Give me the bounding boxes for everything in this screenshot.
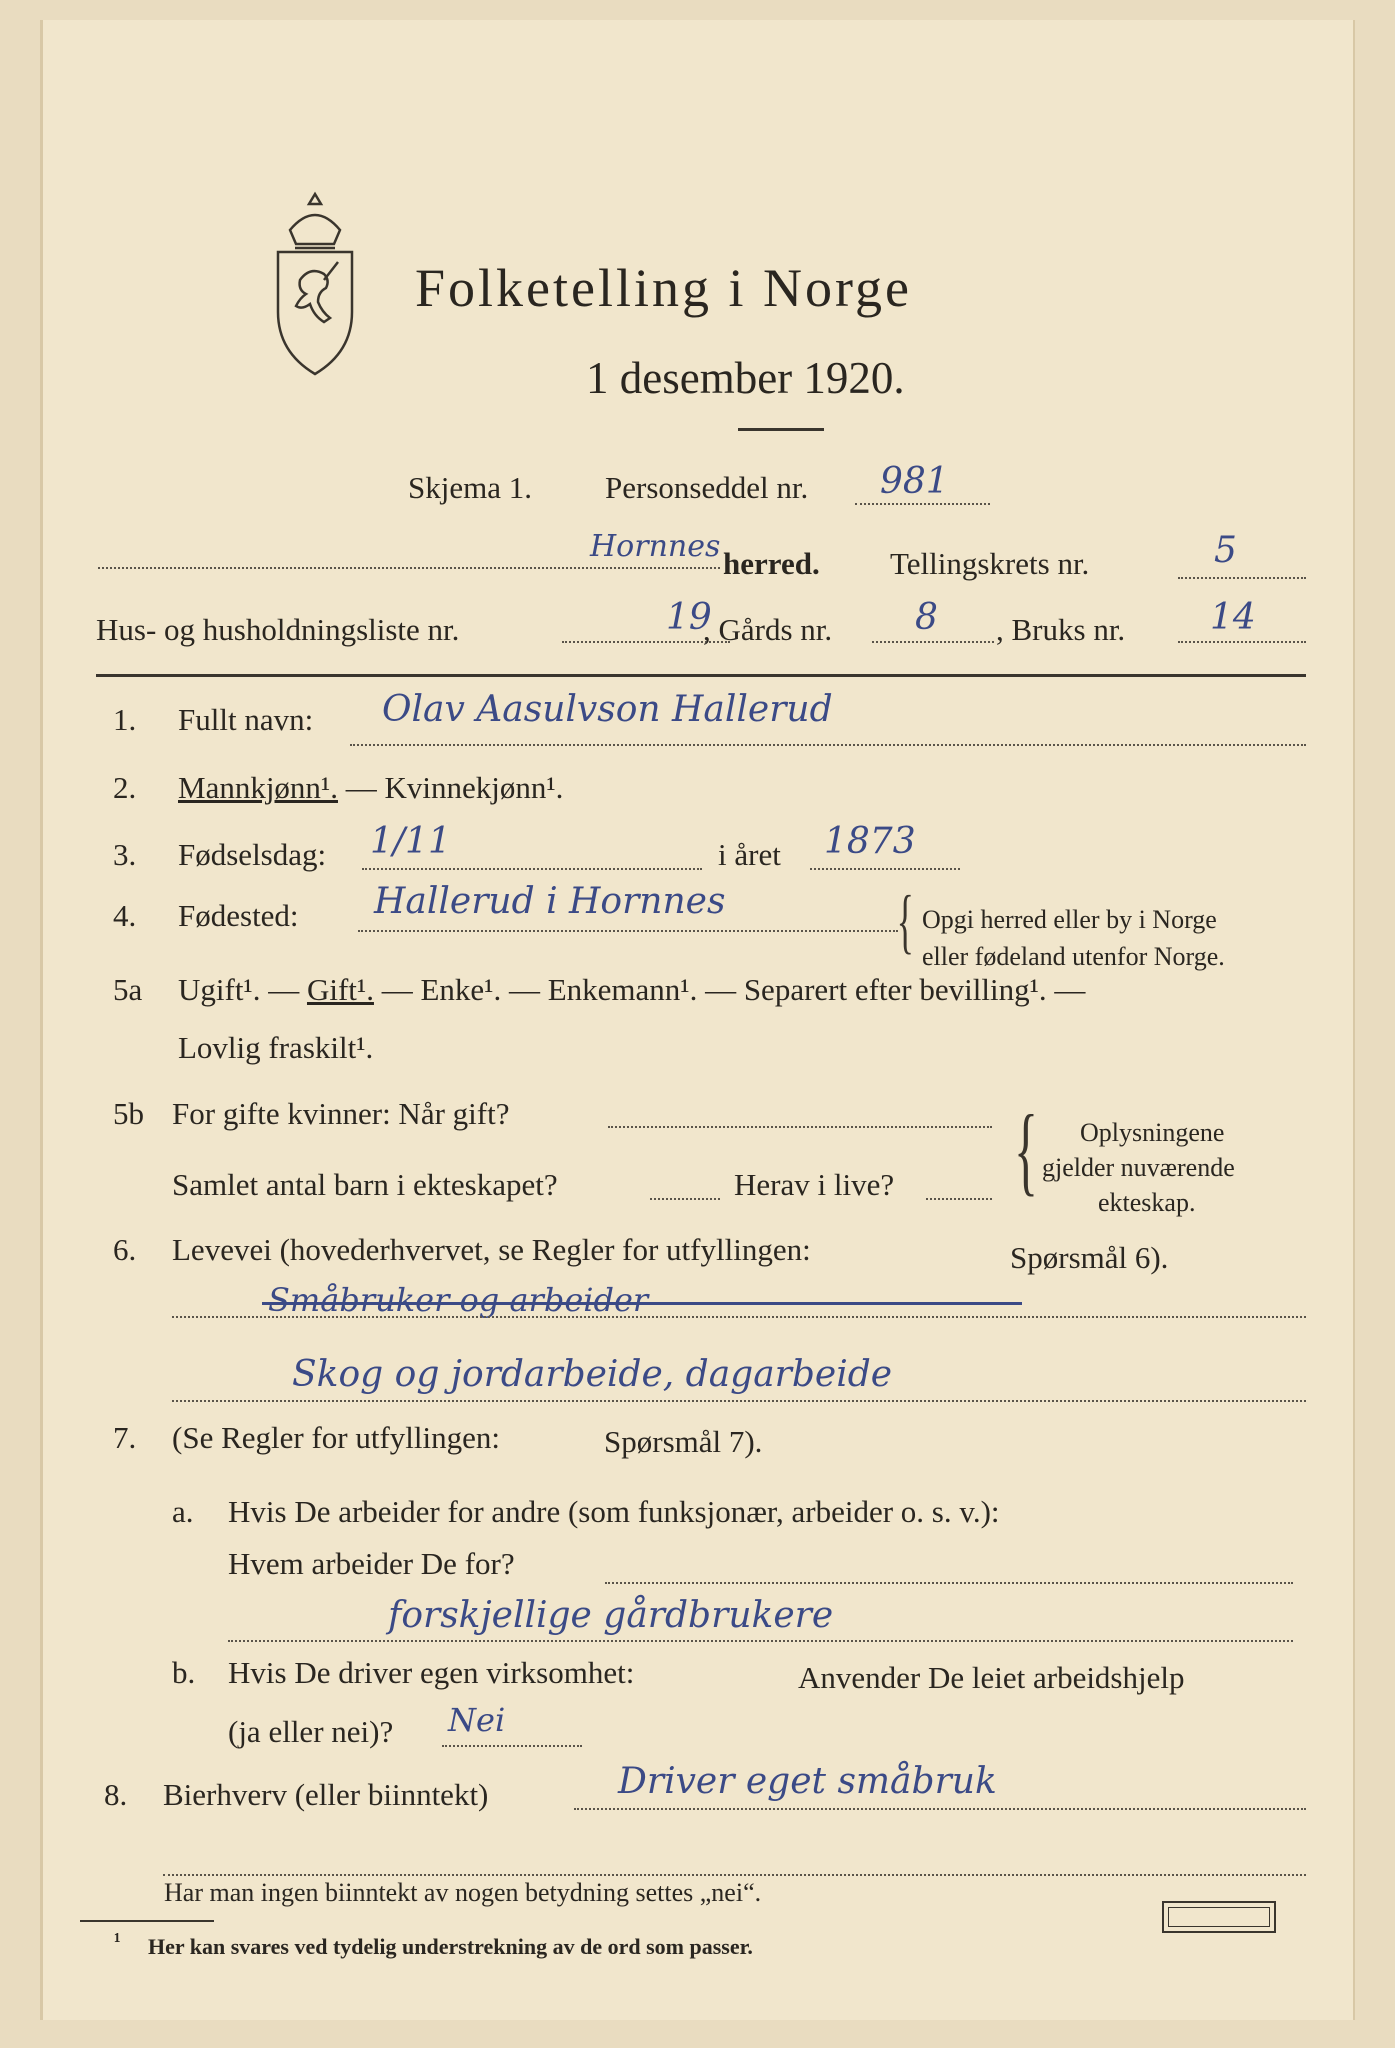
footnote-text: Her kan svares ved tydelig understrekning av de ord som passer. bbox=[148, 1934, 753, 1959]
q5b-number: 5b bbox=[113, 1096, 144, 1131]
personseddel-label: Personseddel nr. bbox=[605, 470, 809, 505]
q3-label: Fødselsdag: bbox=[178, 837, 327, 872]
bruks-label: , Bruks nr. bbox=[996, 612, 1126, 647]
bruks-value: 14 bbox=[1210, 597, 1256, 638]
q7-label: (Se Regler for utfyllingen: bbox=[172, 1420, 500, 1455]
norwegian-coat-of-arms-icon bbox=[260, 190, 370, 390]
q8-number: 8. bbox=[104, 1777, 128, 1812]
q5a-fraskilt-option: Lovlig fraskilt¹. bbox=[178, 1030, 374, 1065]
q4-number: 4. bbox=[113, 898, 137, 933]
q5b-children-label: Samlet antal barn i ekteskapet? bbox=[172, 1167, 558, 1202]
q3-year-line bbox=[810, 868, 960, 870]
q6-value: Skog og jordarbeide, dagarbeide bbox=[292, 1354, 893, 1395]
q7b-line bbox=[442, 1745, 582, 1747]
q6-line1 bbox=[172, 1316, 1306, 1318]
q8-line2 bbox=[163, 1874, 1306, 1876]
title-divider bbox=[738, 428, 824, 431]
census-date: 1 desember 1920. bbox=[586, 353, 905, 403]
q5b-married-line bbox=[608, 1126, 992, 1128]
herred-value: Hornnes bbox=[590, 529, 721, 564]
footnote-mark: ¹ bbox=[114, 1928, 121, 1953]
q3-birthdate-line bbox=[362, 868, 702, 870]
q7a-number: a. bbox=[172, 1494, 194, 1529]
q4-note-line1: Opgi herred eller by i Norge bbox=[922, 905, 1217, 934]
q6-struck-value: Småbruker og arbeider bbox=[268, 1281, 649, 1319]
herred-label: herred. bbox=[723, 546, 820, 581]
bruks-line bbox=[1178, 641, 1306, 643]
header-divider bbox=[96, 674, 1306, 677]
q5a-number: 5a bbox=[113, 972, 143, 1007]
q5a-other-options: — Enke¹. — Enkemann¹. — Separert efter bevilling¹. — bbox=[373, 972, 1086, 1007]
q7b-text2: Anvender De leiet arbeidshjelp bbox=[798, 1660, 1185, 1695]
q1-line bbox=[350, 744, 1306, 746]
q5b-alive-label: Herav i live? bbox=[734, 1167, 895, 1202]
q7b-number: b. bbox=[172, 1655, 196, 1690]
q8-value: Driver eget småbruk bbox=[618, 1761, 997, 1802]
q6-line2 bbox=[172, 1400, 1306, 1402]
q5a-gift-option: Gift¹. bbox=[306, 972, 374, 1007]
q5a-ugift-option: Ugift¹. bbox=[178, 972, 261, 1007]
tellingskrets-label: Tellingskrets nr. bbox=[890, 546, 1090, 581]
gards-value: 8 bbox=[915, 597, 938, 638]
q4-note-line2: eller fødeland utenfor Norge. bbox=[922, 942, 1225, 971]
q8-label: Bierhverv (eller biinntekt) bbox=[163, 1777, 489, 1812]
q5b-brace: { bbox=[1014, 1094, 1038, 1205]
gards-line bbox=[872, 641, 994, 643]
q4-brace: { bbox=[896, 881, 914, 961]
q4-label: Fødested: bbox=[178, 898, 299, 933]
q2-female-option: Kvinnekjønn¹. bbox=[384, 770, 564, 805]
q5b-alive-line bbox=[926, 1198, 992, 1200]
q6-strikethrough bbox=[262, 1302, 1022, 1305]
q1-value: Olav Aasulvson Hallerud bbox=[382, 689, 833, 730]
printer-stamp bbox=[1162, 1901, 1276, 1933]
q7-label-end: Spørsmål 7). bbox=[604, 1424, 763, 1459]
q7b-question: (ja eller nei)? bbox=[228, 1714, 394, 1749]
personseddel-line bbox=[855, 503, 990, 505]
schema-label: Skjema 1. bbox=[408, 470, 532, 505]
q8-line1 bbox=[574, 1808, 1306, 1810]
tellingskrets-line bbox=[1178, 577, 1306, 579]
q3-number: 3. bbox=[113, 837, 137, 872]
q7a-line2 bbox=[228, 1640, 1293, 1642]
q6-number: 6. bbox=[113, 1232, 137, 1267]
q6-label-end: Spørsmål 6). bbox=[1010, 1240, 1169, 1275]
q7-number: 7. bbox=[113, 1420, 137, 1455]
footer-note: Har man ingen biinntekt av nogen betydning settes „nei“. bbox=[164, 1878, 762, 1907]
q1-label: Fullt navn: bbox=[178, 702, 314, 737]
herred-line bbox=[98, 567, 720, 569]
q5b-note-line1: Oplysningene bbox=[1080, 1118, 1225, 1147]
husliste-label: Hus- og husholdningsliste nr. bbox=[96, 612, 460, 647]
q7b-text: Hvis De driver egen virksomhet: bbox=[228, 1655, 635, 1690]
q2-number: 2. bbox=[113, 770, 137, 805]
q5a-options bbox=[178, 972, 1085, 1008]
tellingskrets-value: 5 bbox=[1214, 530, 1237, 571]
q7a-text: Hvis De arbeider for andre (som funksjonær, arbeider o. s. v.): bbox=[228, 1494, 1000, 1529]
q5b-note-line2: gjelder nuværende bbox=[1042, 1153, 1235, 1182]
gards-label: , Gårds nr. bbox=[703, 612, 833, 647]
q4-value: Hallerud i Hornnes bbox=[374, 881, 726, 922]
q5b-married-label: For gifte kvinner: Når gift? bbox=[172, 1096, 510, 1131]
q3-year-value: 1873 bbox=[824, 821, 916, 862]
q1-number: 1. bbox=[113, 702, 137, 737]
q5a-separator: — bbox=[260, 972, 307, 1007]
q7a-line1 bbox=[605, 1582, 1293, 1584]
q5b-children-line bbox=[650, 1198, 720, 1200]
q5b-note-line3: ekteskap. bbox=[1098, 1188, 1196, 1217]
q2-sex bbox=[178, 770, 563, 806]
q7a-question: Hvem arbeider De for? bbox=[228, 1546, 515, 1581]
personseddel-value: 981 bbox=[880, 461, 949, 502]
form-title: Folketelling i Norge bbox=[415, 258, 912, 318]
q2-separator: — bbox=[337, 770, 385, 805]
q3-year-label: i året bbox=[718, 837, 781, 872]
husliste-value: 19 bbox=[666, 597, 712, 638]
q7a-value: forskjellige gårdbrukere bbox=[388, 1595, 834, 1636]
q3-birthdate-value: 1/11 bbox=[370, 821, 451, 862]
footnote-divider bbox=[80, 1920, 214, 1922]
q4-line bbox=[358, 930, 898, 932]
q7b-value: Nei bbox=[448, 1701, 506, 1739]
q2-male-option: Mannkjønn¹. bbox=[178, 770, 338, 805]
q6-label: Levevei (hovederhvervet, se Regler for utfyllingen: bbox=[172, 1232, 811, 1267]
